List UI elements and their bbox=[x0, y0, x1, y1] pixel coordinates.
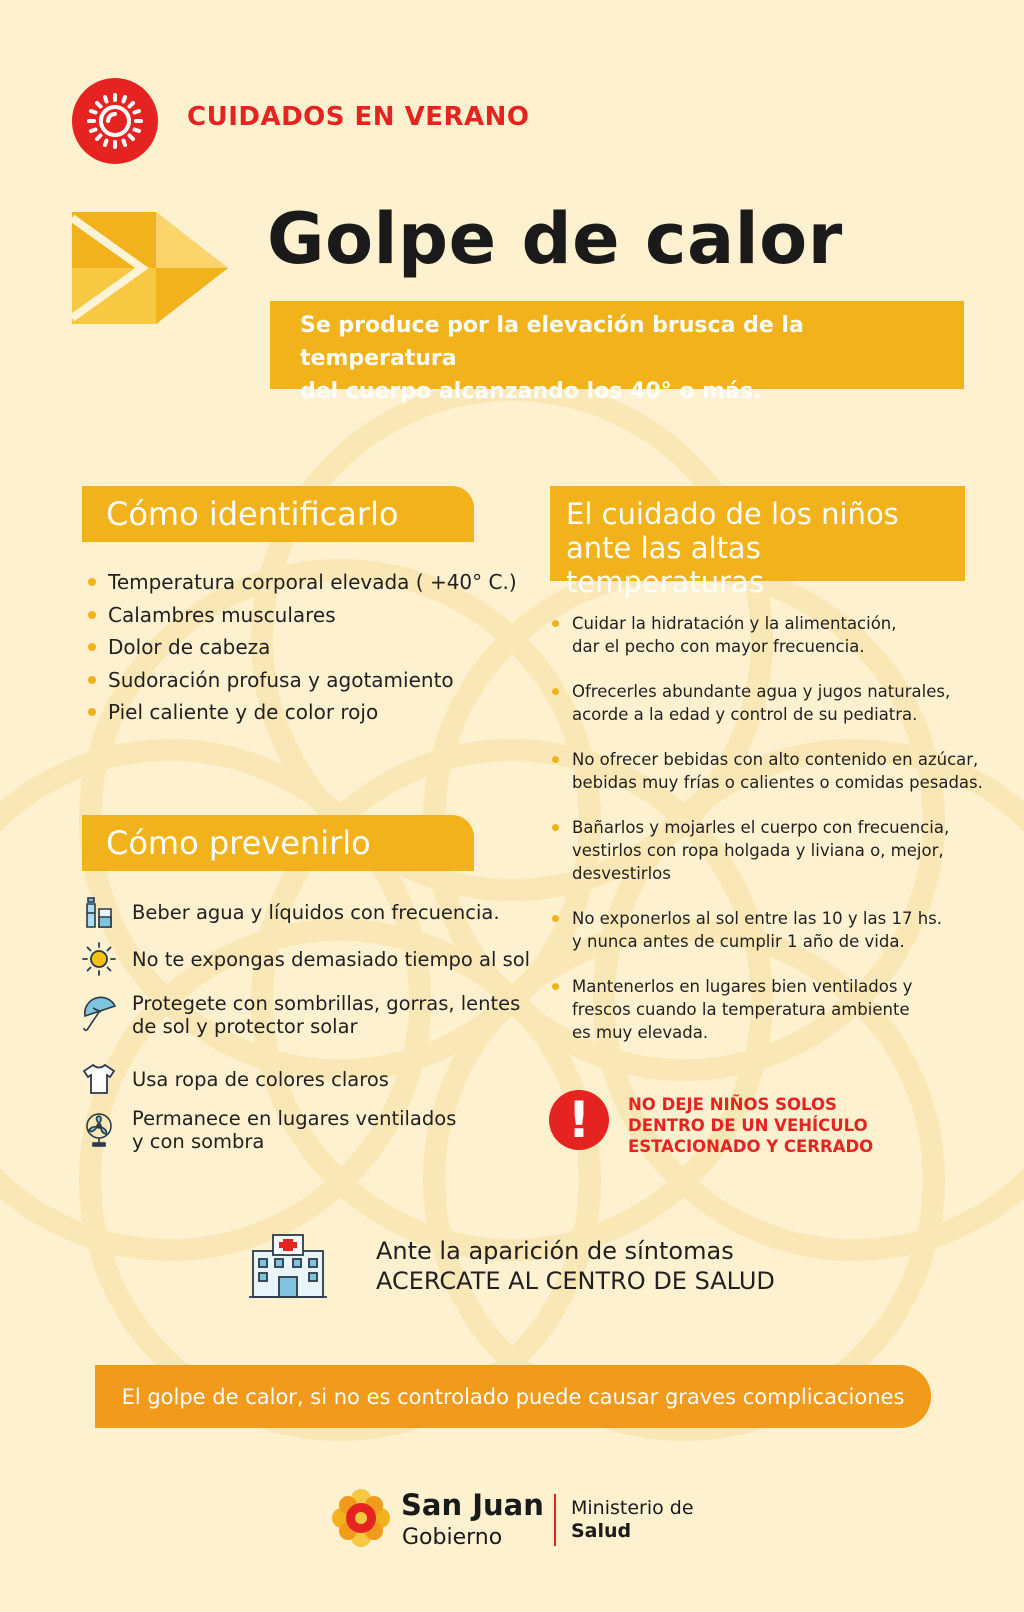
list-item bbox=[548, 748, 988, 794]
identify-heading: Cómo identificarlo bbox=[82, 486, 474, 542]
health-center-message bbox=[376, 1236, 775, 1296]
section-kicker: CUIDADOS EN VERANO bbox=[187, 102, 530, 132]
kids-heading bbox=[550, 486, 965, 599]
ministry-label: Ministerio de bbox=[571, 1497, 694, 1519]
arrow-decoration-icon bbox=[72, 212, 228, 324]
list-item-text: No ofrecer bebidas con alto contenido en azúcar, bebidas muy frías o calientes o comidas pesadas. bbox=[572, 750, 983, 792]
warning-banner: El golpe de calor, si no es controlado puede causar graves complicaciones bbox=[95, 1365, 931, 1428]
list-item: Piel caliente y de color rojo bbox=[84, 696, 517, 729]
umbrella-icon bbox=[80, 996, 118, 1034]
kids-list bbox=[548, 612, 988, 1066]
prevent-text: Permanece en lugares ventilados y con sombra bbox=[132, 1107, 457, 1153]
list-item bbox=[548, 680, 988, 726]
ministry-name: Salud bbox=[571, 1520, 632, 1542]
kids-heading-line-2: ante las altas temperaturas bbox=[566, 531, 764, 599]
prevent-item-umbrella bbox=[80, 992, 520, 1038]
list-item-text: No exponerlos al sol entre las 10 y las 17 hs. y nunca antes de cumplir 1 año de vida. bbox=[572, 909, 943, 951]
fan-icon bbox=[80, 1111, 118, 1149]
health-center-line-1: Ante la aparición de síntomas bbox=[376, 1237, 734, 1265]
brand-subtitle: Gobierno bbox=[402, 1525, 503, 1550]
warning-text: NO DEJE NIÑOS SOLOS DENTRO DE UN VEHÍCULO ESTACIONADO Y CERRADO bbox=[628, 1095, 874, 1156]
list-item-text: Bañarlos y mojarles el cuerpo con frecuencia, vestirlos con ropa holgada y liviana o, mejor, desvestirlos bbox=[572, 818, 950, 883]
prevent-item-clothing bbox=[80, 1060, 389, 1098]
footer-divider bbox=[554, 1494, 556, 1546]
list-item bbox=[548, 975, 988, 1044]
intro-line-1: Se produce por la elevación brusca de la temperatura bbox=[300, 313, 804, 371]
san-juan-logo-icon bbox=[330, 1487, 392, 1549]
identify-list bbox=[84, 566, 517, 729]
prevent-item-sun bbox=[80, 940, 530, 978]
list-item-text: Ofrecerles abundante agua y jugos naturales, acorde a la edad y control de su pediatra. bbox=[572, 682, 951, 724]
page-title: Golpe de calor bbox=[267, 198, 843, 280]
list-item: Dolor de cabeza bbox=[84, 631, 517, 664]
prevent-text: Protegete con sombrillas, gorras, lentes de sol y protector solar bbox=[132, 992, 521, 1038]
sun-badge bbox=[72, 78, 158, 164]
kids-heading-line-1: El cuidado de los niños bbox=[566, 497, 899, 531]
sun-icon bbox=[80, 940, 118, 978]
list-item: Sudoración profusa y agotamiento bbox=[84, 664, 517, 697]
list-item bbox=[548, 612, 988, 658]
list-item: Calambres musculares bbox=[84, 599, 517, 632]
list-item: Temperatura corporal elevada ( +40° C.) bbox=[84, 566, 517, 599]
list-item bbox=[548, 907, 988, 953]
hospital-icon bbox=[249, 1229, 327, 1301]
brand-name: San Juan bbox=[401, 1488, 544, 1522]
list-item-text: Cuidar la hidratación y la alimentación, dar el pecho con mayor frecuencia. bbox=[572, 614, 897, 656]
prevent-item-water bbox=[80, 893, 500, 931]
intro-box bbox=[270, 301, 964, 404]
prevent-heading: Cómo prevenirlo bbox=[82, 815, 474, 871]
prevent-item-ventilation bbox=[80, 1107, 456, 1153]
tshirt-icon bbox=[80, 1060, 118, 1098]
warning-icon: ! bbox=[549, 1090, 609, 1150]
prevent-text: Usa ropa de colores claros bbox=[132, 1067, 389, 1091]
sun-icon bbox=[72, 78, 158, 164]
prevent-text: No te expongas demasiado tiempo al sol bbox=[132, 947, 531, 971]
health-center-line-2: ACERCATE AL CENTRO DE SALUD bbox=[376, 1267, 775, 1295]
intro-line-2: del cuerpo alcanzando los 40° o más. bbox=[300, 379, 762, 404]
water-bottle-icon bbox=[80, 893, 118, 931]
list-item bbox=[548, 816, 988, 885]
list-item-text: Mantenerlos en lugares bien ventilados y frescos cuando la temperatura ambiente es muy elevada. bbox=[572, 977, 913, 1042]
prevent-text: Beber agua y líquidos con frecuencia. bbox=[132, 900, 500, 924]
